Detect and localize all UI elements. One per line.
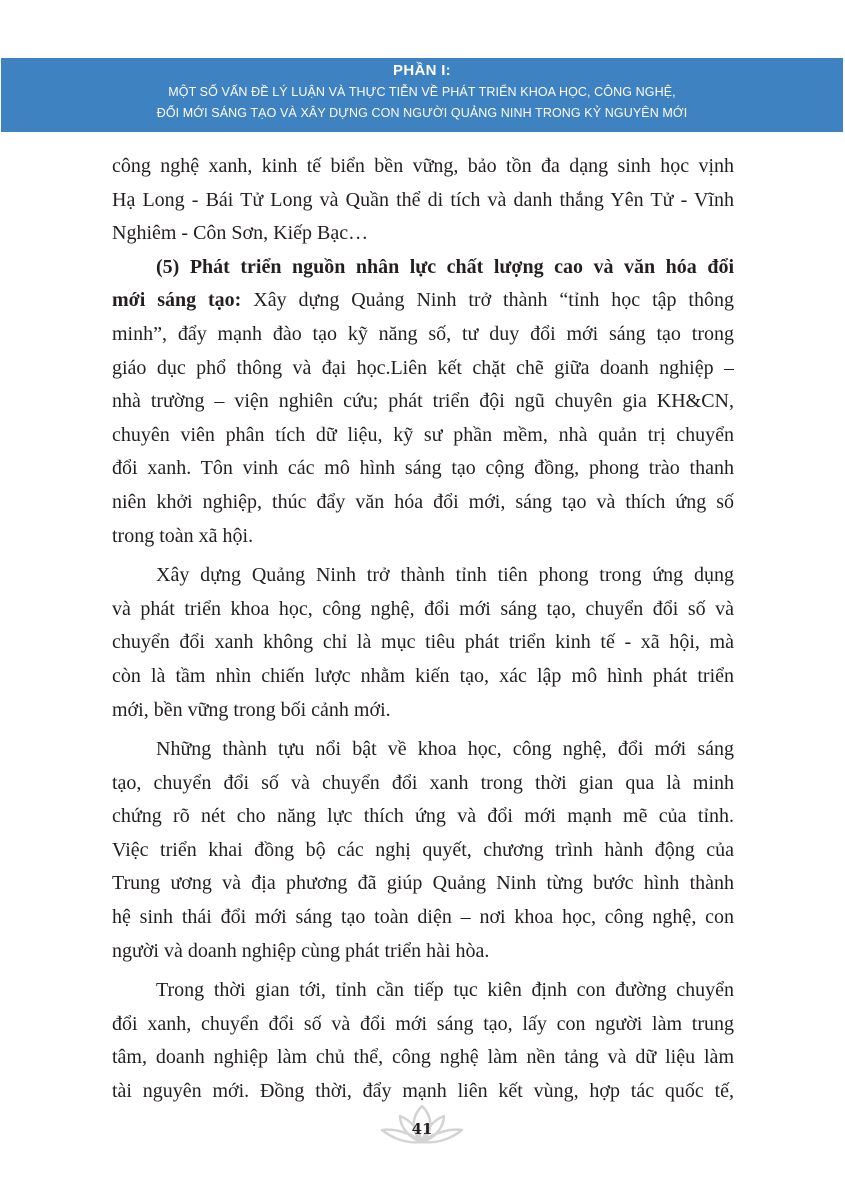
paragraph-future	[112, 974, 734, 1108]
text-line: còn là tầm nhìn chiến lược nhằm kiến tạo, xác lập mô hình phát triển	[112, 664, 734, 687]
text-line: Việc triển khai đồng bộ các nghị quyết, chương trình hành động của	[112, 838, 734, 861]
text-line: Xây dựng Quảng Ninh trở thành tỉnh tiên phong trong ứng dụng	[156, 564, 734, 587]
text-line: đổi xanh, chuyển đổi số và đổi mới sáng tạo, lấy con người làm trung	[112, 1012, 734, 1035]
text-line: Trung ương và địa phương đã giúp Quảng Ninh từng bước hình thành	[112, 872, 734, 895]
page-footer	[372, 1100, 472, 1150]
text-line: đổi xanh. Tôn vinh các mô hình sáng tạo cộng đồng, phong trào thanh	[112, 457, 734, 480]
text-line: chuyển đổi xanh không chỉ là mục tiêu phát triển kinh tế - xã hội, mà	[112, 631, 734, 654]
body-text	[112, 150, 734, 1109]
text-line: Hạ Long - Bái Tử Long và Quần thể di tích và danh thắng Yên Tử - Vĩnh	[112, 188, 734, 211]
text-line: Những thành tựu nổi bật về khoa học, công nghệ, đổi mới sáng	[156, 738, 734, 761]
text-line: tâm, doanh nghiệp làm chủ thể, công nghệ làm nền tảng và dữ liệu làm	[112, 1046, 734, 1069]
text-line: tài nguyên mới. Đồng thời, đẩy mạnh liên kết vùng, hợp tác quốc tế,	[112, 1080, 734, 1103]
part-label: PHẦN I:	[393, 62, 451, 79]
text-line: mới, bền vững trong bối cảnh mới.	[112, 698, 391, 721]
text-line: chứng rõ nét cho năng lực thích ứng và đổi mới mạnh mẽ của tỉnh.	[112, 805, 734, 828]
section-header-banner	[1, 58, 843, 132]
text-fragment: Xây dựng Quảng Ninh trở thành “tỉnh học tập thông	[241, 289, 734, 312]
text-line: công nghệ xanh, kinh tế biển bền vững, bảo tồn đa dạng sinh học vịnh	[112, 155, 734, 177]
text-line: và phát triển khoa học, công nghệ, đổi mới sáng tạo, chuyển đổi số và	[112, 597, 734, 620]
text-line: Nghiêm - Côn Sơn, Kiếp Bạc…	[112, 222, 369, 245]
paragraph-continued	[112, 150, 734, 251]
page-number: 41	[411, 1120, 433, 1138]
section-subtitle-line-2: ĐỔI MỚI SÁNG TẠO VÀ XÂY DỰNG CON NGƯỜI QUẢNG NINH TRONG KỶ NGUYÊN MỚI	[156, 105, 688, 120]
section-subtitle-line-1: MỘT SỐ VẤN ĐỀ LÝ LUẬN VÀ THỰC TIỄN VỀ PHÁT TRIỂN KHOA HỌC, CÔNG NGHỆ,	[168, 85, 676, 99]
text-line: chuyên viên phân tích dữ liệu, kỹ sư phần mềm, nhà quản trị chuyển	[112, 423, 734, 446]
paragraph-human-resources	[112, 251, 734, 553]
text-line: tạo, chuyển đổi số và chuyển đổi xanh trong thời gian qua là minh	[112, 771, 734, 794]
text-line: nhà trường – viện nghiên cứu; phát triển đội ngũ chuyên gia KH&CN,	[112, 390, 734, 413]
text-line: hệ sinh thái đổi mới sáng tạo toàn diện – nơi khoa học, công nghệ, con	[112, 906, 734, 929]
paragraph-achievements	[112, 733, 734, 968]
text-line: giáo dục phổ thông và đại học.Liên kết chặt chẽ giữa doanh nghiệp –	[112, 356, 734, 379]
bold-heading-end: mới sáng tạo:	[112, 289, 242, 312]
text-line: người và doanh nghiệp cùng phát triển hài hòa.	[112, 939, 490, 962]
bold-heading-line: (5) Phát triển nguồn nhân lực chất lượng cao và văn hóa đổi	[156, 255, 734, 278]
text-line: Trong thời gian tới, tỉnh cần tiếp tục kiên định con đường chuyển	[156, 979, 734, 1002]
text-line: minh”, đẩy mạnh đào tạo kỹ năng số, tư duy đổi mới sáng tạo trong	[112, 322, 734, 345]
paragraph-pioneer	[112, 559, 734, 727]
text-line: trong toàn xã hội.	[112, 524, 254, 547]
text-line: niên khởi nghiệp, thúc đẩy văn hóa đổi mới, sáng tạo và thích ứng số	[112, 490, 734, 513]
text-line	[112, 284, 734, 318]
